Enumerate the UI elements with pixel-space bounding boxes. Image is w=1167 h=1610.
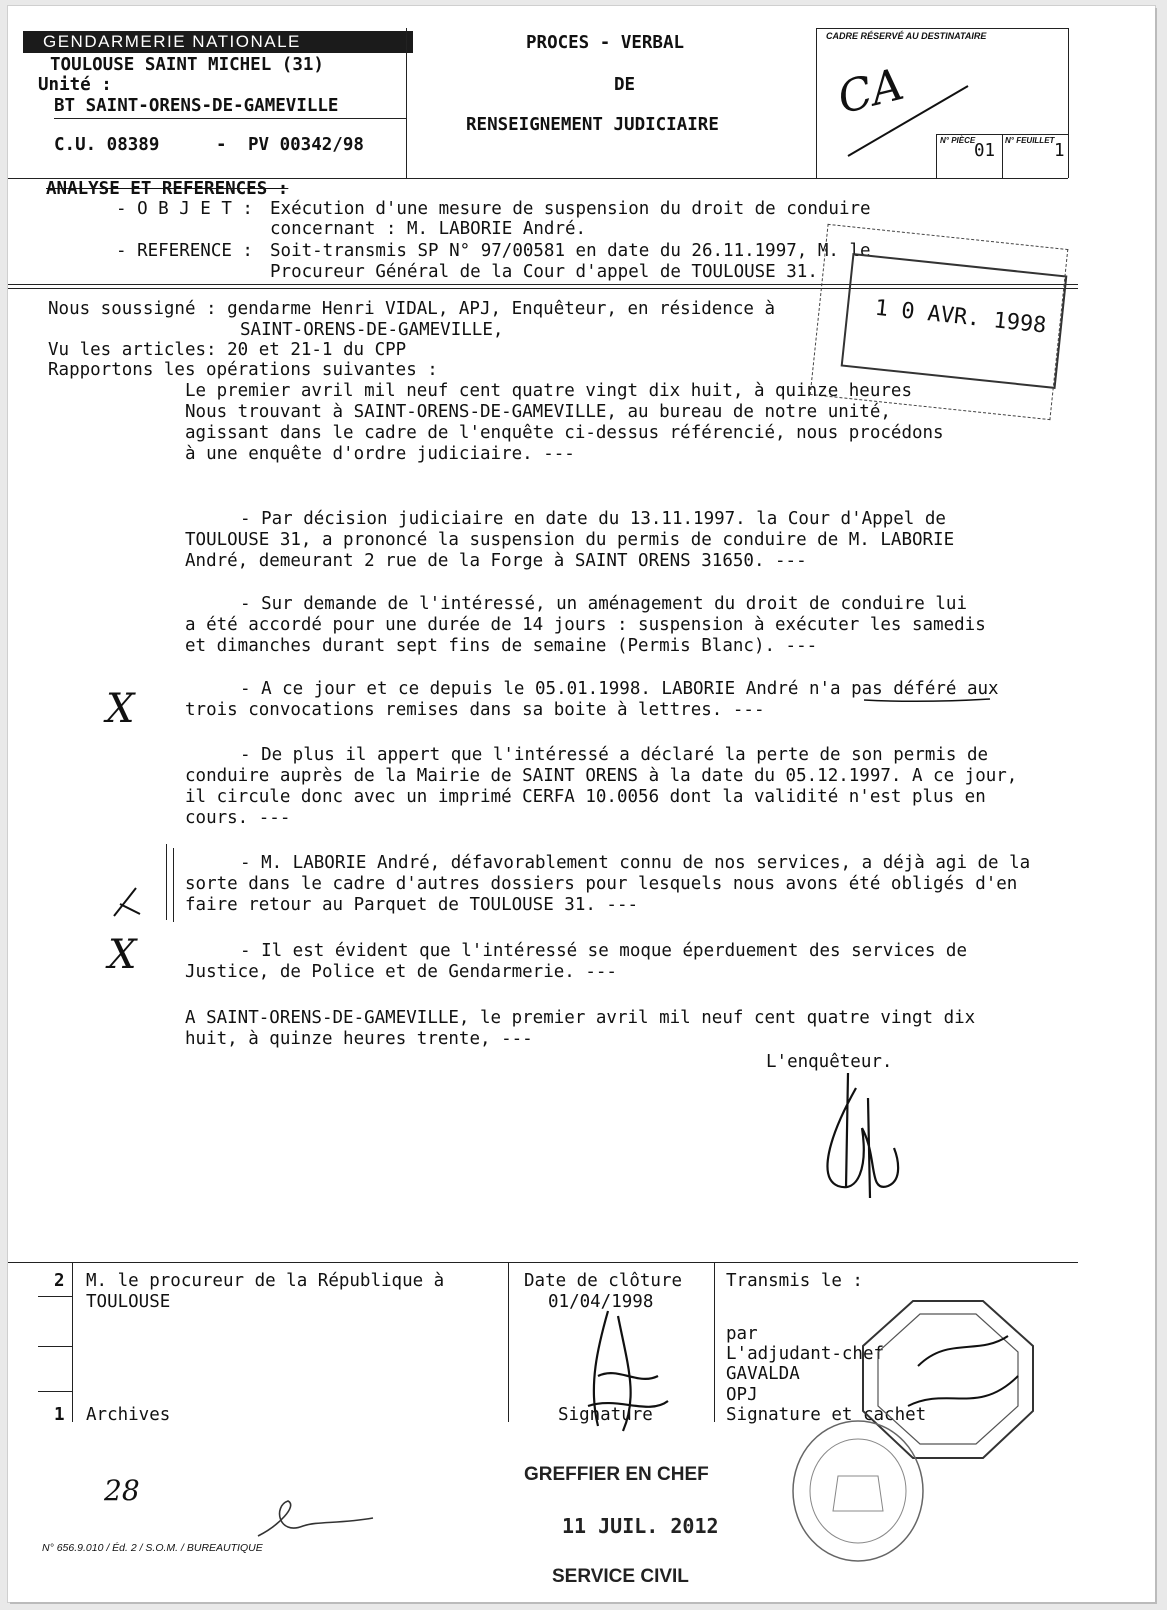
body-line-2: SAINT-ORENS-DE-GAMEVILLE, xyxy=(240,320,504,340)
feuillet-value: 1 xyxy=(1054,141,1065,161)
objet-label: - O B J E T : xyxy=(116,199,253,219)
margin-x-mark-1: X xyxy=(106,686,135,732)
p3-line-1: - A ce jour et ce depuis le 05.01.1998. LABORIE André n'a pas déféré aux xyxy=(240,679,999,699)
objet-line-1: Exécution d'une mesure de suspension du droit de conduire xyxy=(270,199,871,219)
footer-tick-3 xyxy=(38,1391,72,1392)
p3-line-2: trois convocations remises dans sa boite à lettres. --- xyxy=(185,700,765,720)
footer-num-divider xyxy=(72,1262,73,1422)
title-line-3: RENSEIGNEMENT JUDICIAIRE xyxy=(466,115,719,135)
p4-line-4: cours. --- xyxy=(185,808,291,828)
footer-divider-1 xyxy=(508,1262,509,1422)
p2-line-2: a été accordé pour une durée de 14 jours : suspension à exécuter les samedis xyxy=(185,615,986,635)
p1-line-1: - Par décision judiciaire en date du 13.11.1997. la Cour d'Appel de xyxy=(240,509,946,529)
reserved-handwriting: CA xyxy=(832,58,909,125)
dest-number-1: 1 xyxy=(54,1405,65,1425)
closing-line-2: huit, à quinze heures trente, --- xyxy=(185,1029,533,1049)
unit-name: BT SAINT-ORENS-DE-GAMEVILLE xyxy=(54,96,339,116)
footer-tick-2 xyxy=(38,1346,72,1347)
initials-icon xyxy=(248,1496,378,1546)
body-line-3: Vu les articles: 20 et 21-1 du CPP xyxy=(48,340,407,360)
form-reference: N° 656.9.010 / Éd. 2 / S.O.M. / BUREAUTIQUE xyxy=(42,1542,263,1554)
closing-line-1: A SAINT-ORENS-DE-GAMEVILLE, le premier avril mil neuf cent quatre vingt dix xyxy=(185,1008,976,1028)
reserved-label: CADRE RÉSERVÉ AU DESTINATAIRE xyxy=(826,31,987,41)
transmis-label: Transmis le : xyxy=(726,1271,863,1291)
header-divider-2 xyxy=(816,28,817,178)
title-line-1: PROCES - VERBAL xyxy=(526,33,685,53)
handwritten-page-number: 28 xyxy=(104,1474,140,1507)
body-line-1: Nous soussigné : gendarme Henri VIDAL, APJ, Enquêteur, en résidence à xyxy=(48,299,775,319)
underline-mark-icon xyxy=(862,696,992,704)
piece-box-mid xyxy=(1002,134,1003,178)
cu-dash: - xyxy=(216,135,227,155)
cu-number: C.U. 08389 xyxy=(54,135,160,155)
p6-line-1: - Il est évident que l'intéressé se moque éperduement des services de xyxy=(240,941,967,961)
cloture-signature-icon xyxy=(568,1306,678,1436)
greffe-stamp-date: 11 JUIL. 2012 xyxy=(562,1514,719,1538)
p6-line-2: Justice, de Police et de Gendarmerie. --- xyxy=(185,962,617,982)
unit-underline xyxy=(54,118,406,119)
footer-tick-1 xyxy=(38,1296,72,1297)
intro-line-1: Le premier avril mil neuf cent quatre vingt dix huit, à quinze heures xyxy=(185,381,912,401)
piece-box-left xyxy=(936,134,937,178)
cloture-label: Date de clôture xyxy=(524,1271,683,1291)
cloture-date: 01/04/1998 xyxy=(548,1292,654,1312)
p2-line-1: - Sur demande de l'intéressé, un aménagement du droit de conduire lui xyxy=(240,594,967,614)
header-banner: GENDARMERIE NATIONALE xyxy=(23,31,413,53)
p1-line-2: TOULOUSE 31, a prononcé la suspension du permis de conduire de M. LABORIE xyxy=(185,530,955,550)
reference-label: - REFERENCE : xyxy=(116,241,253,261)
tribunal-seal-icon xyxy=(788,1416,928,1566)
received-stamp-date: 1 0 AVR. 1998 xyxy=(873,295,1048,339)
intro-line-3: agissant dans le cadre de l'enquête ci-dessus référencié, nous procédons xyxy=(185,423,944,443)
header-divider-1 xyxy=(406,28,407,178)
p4-line-1: - De plus il appert que l'intéressé a déclaré la perte de son permis de xyxy=(240,745,989,765)
dest-line-2: TOULOUSE xyxy=(86,1292,171,1312)
signature-label: Signature xyxy=(558,1405,653,1425)
dest-archives: Archives xyxy=(86,1405,171,1425)
footer-divider-2 xyxy=(714,1262,715,1422)
reserved-top xyxy=(816,28,1068,29)
unit-label: Unité : xyxy=(38,75,112,95)
dest-number-2: 2 xyxy=(54,1271,65,1291)
officer-role: OPJ xyxy=(726,1385,758,1405)
signature-cachet-label: Signature et cachet xyxy=(726,1405,927,1425)
unit-city: TOULOUSE SAINT MICHEL (31) xyxy=(50,55,324,75)
reference-line-2: Procureur Général de la Cour d'appel de TOULOUSE 31. xyxy=(270,262,818,282)
body-line-4: Rapportons les opérations suivantes : xyxy=(48,360,438,380)
margin-x-mark-2: X xyxy=(108,932,137,978)
p1-line-3: André, demeurant 2 rue de la Forge à SAINT ORENS 31650. --- xyxy=(185,551,807,571)
document-page xyxy=(8,6,1155,1602)
par-label: par xyxy=(726,1324,758,1344)
piece-box-top xyxy=(936,134,1068,135)
reserved-scribble-icon xyxy=(838,76,978,166)
greffe-stamp-line-3: SERVICE CIVIL xyxy=(552,1566,689,1587)
objet-line-2: concernant : M. LABORIE André. xyxy=(270,219,587,239)
feuillet-label: N° FEUILLET xyxy=(1005,136,1055,145)
officer-name: GAVALDA xyxy=(726,1364,800,1384)
pv-number: PV 00342/98 xyxy=(248,135,364,155)
analysis-heading: ANALYSE ET REFERENCES : xyxy=(46,179,289,199)
investigator-signature-icon xyxy=(808,1068,908,1208)
margin-check-icon xyxy=(106,884,146,924)
rank: L'adjudant-chef xyxy=(726,1344,885,1364)
title-line-2: DE xyxy=(614,75,636,95)
signer-label: L'enquêteur. xyxy=(766,1052,893,1072)
intro-line-2: Nous trouvant à SAINT-ORENS-DE-GAMEVILLE, au bureau de notre unité, xyxy=(185,402,891,422)
p4-line-3: il circule donc avec un imprimé CERFA 10.0056 dont la validité n'est plus en xyxy=(185,787,986,807)
greffe-stamp-line-1: GREFFIER EN CHEF xyxy=(524,1464,709,1485)
margin-bar-2 xyxy=(173,848,174,922)
footer-top-rule xyxy=(8,1262,1078,1263)
piece-label: N° PIÈCE xyxy=(940,136,976,145)
reserved-right xyxy=(1068,28,1069,178)
piece-value: 01 xyxy=(974,141,996,161)
p4-line-2: conduire auprès de la Mairie de SAINT ORENS à la date du 05.12.1997. A ce jour, xyxy=(185,766,1018,786)
dest-line-1: M. le procureur de la République à xyxy=(86,1271,445,1291)
p5-line-1: - M. LABORIE André, défavorablement connu de nos services, a déjà agi de la xyxy=(240,853,1031,873)
p2-line-3: et dimanches durant sept fins de semaine (Permis Blanc). --- xyxy=(185,636,818,656)
intro-line-4: à une enquête d'ordre judiciaire. --- xyxy=(185,444,575,464)
p5-line-2: sorte dans le cadre d'autres dossiers pour lesquels nous avons été obligés d'en xyxy=(185,874,1018,894)
p5-line-3: faire retour au Parquet de TOULOUSE 31. --- xyxy=(185,895,639,915)
margin-bar-1 xyxy=(166,844,167,920)
reference-line-1: Soit-transmis SP N° 97/00581 en date du 26.11.1997, M. le xyxy=(270,241,871,261)
